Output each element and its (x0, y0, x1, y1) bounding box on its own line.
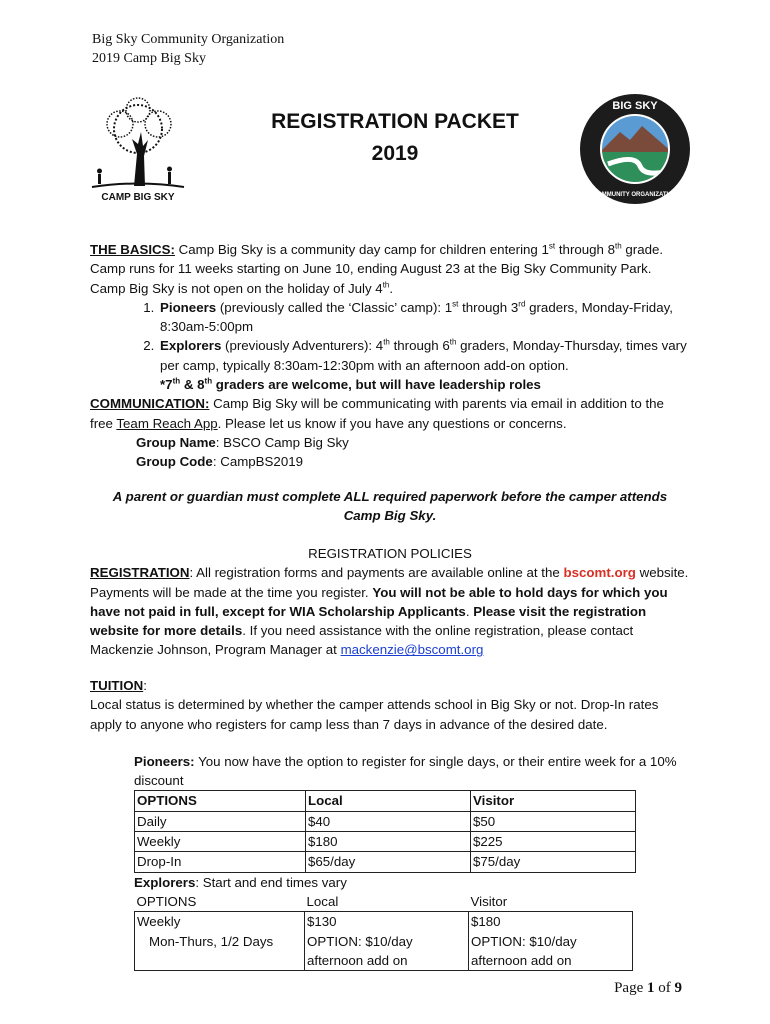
table-row (135, 791, 636, 811)
group-code-line (90, 452, 690, 471)
pioneers-intro (90, 752, 690, 791)
table-header-cell: Visitor (469, 892, 633, 912)
explorers-table (134, 892, 633, 971)
footer-page-label: Page (614, 980, 647, 996)
footer-page-number: 1 (647, 980, 655, 996)
table-cell: $65/day (306, 852, 471, 872)
table-cell: Mon-Thurs, 1/2 Days (135, 932, 305, 971)
table-cell: OPTION: $10/day afternoon add on (469, 932, 633, 971)
group-name-line (90, 433, 690, 452)
sup-th: th (615, 241, 622, 251)
registration-text-d: . If you need assistance with the online registration, please contact Mackenzie Johnson, Program Manager at (90, 623, 634, 658)
tuition-text: Local status is determined by whether the camper attends school in Big Sky or not. Drop-In rates apply to anyone who registers for camp less than 7 days in advance of the desired date. (90, 697, 659, 732)
camp-list (90, 298, 690, 394)
group-code-value: : CampBS2019 (212, 454, 304, 470)
big-sky-community-organization-logo (578, 92, 692, 206)
bscomt-link[interactable]: bscomt.org (563, 565, 636, 581)
communication-heading: COMMUNICATION: (90, 396, 210, 412)
header-sub: 2019 Camp Big Sky (92, 51, 206, 66)
table-cell: OPTION: $10/day afternoon add on (305, 932, 469, 971)
communication-text-a: Camp Big Sky will be communicating with parents via email in addition to the free (90, 396, 664, 431)
note-a: *7 (160, 377, 173, 393)
basics-paragraph (90, 240, 690, 298)
table-header-cell: Local (305, 892, 469, 912)
logo-right-top: BIG SKY (612, 100, 658, 112)
explorers-text-b: through 6 (389, 338, 450, 354)
registration-text-a: : All registration forms and payments are available online at the (189, 565, 564, 581)
team-reach-app-link[interactable]: Team Reach App (116, 415, 218, 431)
sup-st-2: st (452, 299, 459, 309)
tuition-colon: : (143, 678, 147, 693)
explorers-tuition-label: Explorers (134, 874, 196, 890)
pioneers-text-b: through 3 (458, 299, 519, 315)
basics-text-d: . (389, 280, 394, 296)
sup-rd: rd (518, 299, 526, 309)
table-header-cell: Visitor (471, 791, 636, 811)
table-header-cell: OPTIONS (135, 892, 305, 912)
table-cell: $50 (471, 811, 636, 831)
table-row (135, 832, 636, 852)
note-b: & 8 (180, 377, 205, 393)
communication-paragraph (90, 394, 690, 433)
basics-text-c: grade. Camp runs for 11 weeks starting on June 10, ending August 23 at the Big Sky Community Park. Camp Big Sky is not open on the holiday of July 4 (90, 242, 664, 296)
group-code-label: Group Code (136, 454, 213, 470)
table-row (135, 892, 633, 912)
policies-title: REGISTRATION POLICIES (308, 546, 472, 561)
leadership-note (160, 375, 690, 394)
table-header-cell: Local (306, 791, 471, 811)
basics-text-b: through 8 (555, 242, 616, 257)
group-name-label: Group Name (136, 434, 216, 450)
document-header (92, 30, 284, 68)
list-item-pioneers (158, 298, 690, 337)
email-link[interactable]: mackenzie@bscomt.org (340, 642, 484, 658)
pioneers-table (134, 790, 636, 872)
pioneers-text-a: (previously called the ‘Classic’ camp): 1 (216, 299, 453, 315)
table-cell: $180 (306, 832, 471, 852)
tuition-section (90, 676, 690, 971)
sup-th-4: th (449, 338, 457, 348)
table-cell: $180 (469, 912, 633, 932)
logo-left-text: CAMP BIG SKY (101, 192, 175, 203)
registration-paragraph (90, 563, 690, 659)
explorers-intro (90, 873, 690, 892)
header-org: Big Sky Community Organization (92, 32, 285, 47)
table-cell: Daily (135, 811, 306, 831)
group-name-value: : BSCO Camp Big Sky (215, 434, 349, 450)
registration-section (90, 544, 690, 660)
table-row (135, 811, 636, 831)
tuition-heading: TUITION (90, 678, 144, 693)
registration-heading: REGISTRATION (90, 565, 190, 581)
explorers-text-c: graders, Monday-Thursday, times vary per camp, typically 8:30am-12:30pm with an afternoon add-on option. (160, 338, 687, 373)
table-row (135, 852, 636, 872)
title-line1: REGISTRATION PACKET (271, 110, 519, 133)
table-cell: $130 (305, 912, 469, 932)
camp-big-sky-logo (88, 94, 188, 204)
footer-page-total: 9 (674, 980, 682, 996)
table-cell: Weekly (135, 832, 306, 852)
table-row (135, 912, 633, 932)
table-header-cell: OPTIONS (135, 791, 306, 811)
explorers-tuition-text: : Start and end times vary (195, 874, 347, 890)
pioneers-text-c: graders, Monday-Friday, 8:30am-5:00pm (160, 299, 673, 335)
pioneers-tuition-label: Pioneers: (134, 753, 195, 769)
table-cell: Weekly (135, 912, 305, 932)
page-title (230, 106, 560, 170)
sup-th-5: th (172, 376, 181, 386)
page-footer (614, 980, 682, 997)
registration-text-c: . (465, 603, 474, 619)
sup-th-2: th (382, 280, 390, 290)
parent-notice: A parent or guardian must complete ALL required paperwork before the camper attends Camp Big Sky. (112, 489, 668, 524)
table-row (135, 932, 633, 971)
basics-section (90, 240, 690, 472)
registration-bold-2: Please visit the registration website for more details (90, 603, 647, 639)
title-line2: 2019 (371, 142, 419, 165)
registration-bold: You will not be able to hold days for which you have not paid in full, except for WIA Scholarship Applicants (90, 584, 668, 619)
table-cell: $225 (471, 832, 636, 852)
sup-th-6: th (204, 376, 213, 386)
pioneers-label: Pioneers (160, 299, 217, 315)
footer-of: of (654, 980, 675, 996)
list-item-explorers (158, 336, 690, 394)
basics-text-a: Camp Big Sky is a community day camp for children entering 1 (174, 242, 549, 257)
explorers-text-a: (previously Adventurers): 4 (221, 338, 384, 354)
table-cell: $75/day (471, 852, 636, 872)
explorers-label: Explorers (160, 338, 222, 354)
pioneers-tuition-text: You now have the option to register for single days, or their entire week for a 10% discount (134, 753, 677, 789)
basics-heading: THE BASICS: (90, 242, 175, 257)
sup-st: st (548, 241, 556, 251)
logo-right-bottom: COMMUNITY ORGANIZATION (592, 192, 678, 198)
table-cell: $40 (306, 811, 471, 831)
note-c: graders are welcome, but will have leadership roles (212, 377, 541, 393)
communication-text-b: . Please let us know if you have any questions or concerns. (217, 415, 567, 431)
registration-text-b: website. Payments will be made at the time you register. (90, 565, 689, 600)
table-cell: Drop-In (135, 852, 306, 872)
sup-th-3: th (383, 338, 390, 348)
